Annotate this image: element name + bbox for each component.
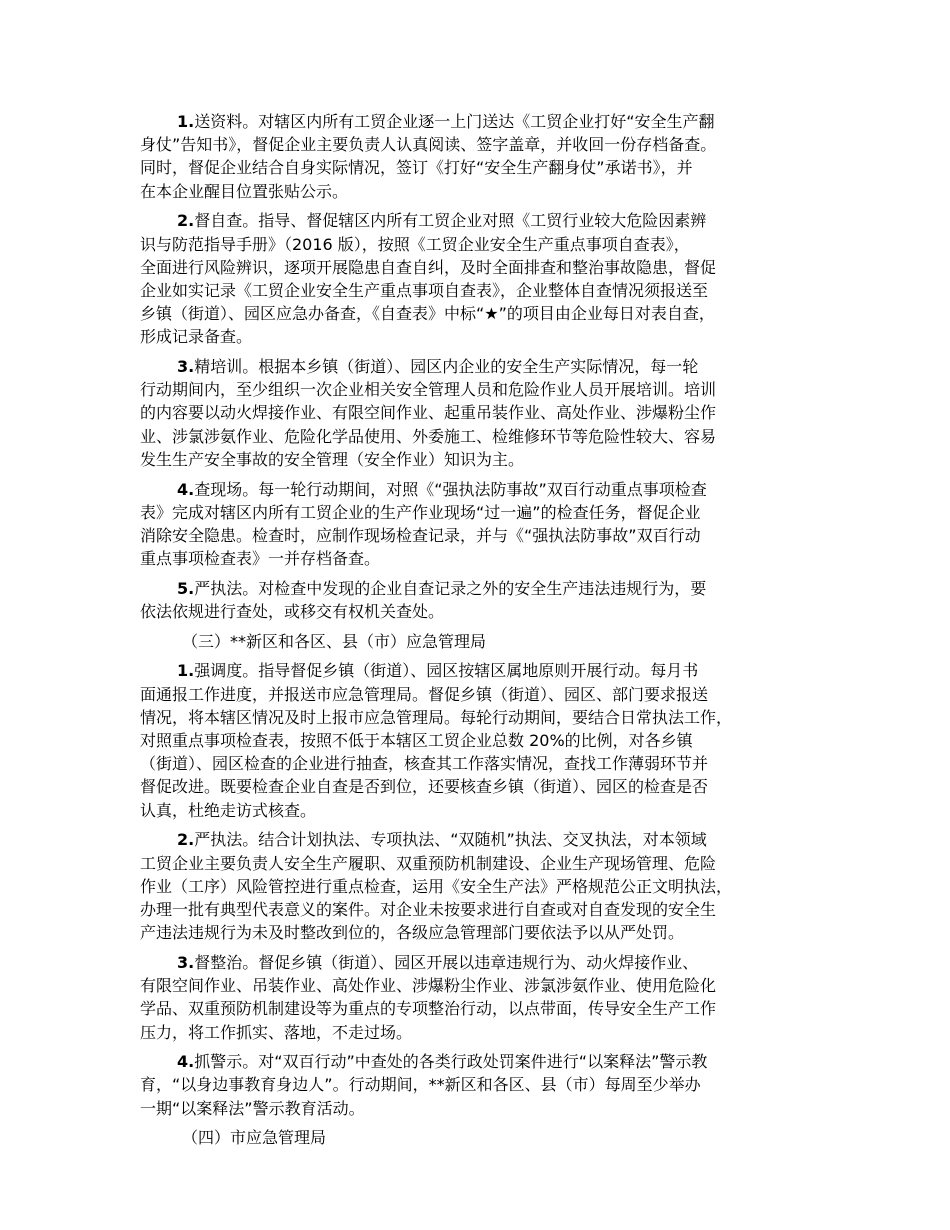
line-text: 育，“以身边事教育身边人”。行动期间，**新区和各区、县（市）每周至少举办 bbox=[140, 1075, 701, 1095]
text-line bbox=[140, 448, 830, 471]
section-heading bbox=[140, 1126, 830, 1149]
line-text: 作业（工序）风险管控进行重点检查，运用《安全生产法》严格规范公正文明执法， bbox=[140, 876, 733, 896]
text-line bbox=[140, 875, 830, 898]
text-line bbox=[140, 279, 830, 302]
line-text: 形成记录备查。 bbox=[140, 327, 253, 347]
text-line bbox=[140, 852, 830, 875]
line-text: 办理一批有典型代表意义的案件。对企业未按要求进行自查或对自查发现的安全生 bbox=[140, 900, 717, 919]
numbered-paragraph bbox=[140, 951, 830, 1044]
text-line bbox=[140, 799, 830, 822]
numbered-paragraph bbox=[140, 659, 830, 821]
text-line bbox=[140, 706, 830, 729]
numbered-paragraph bbox=[140, 577, 830, 623]
text-line bbox=[140, 752, 830, 775]
numbered-paragraph bbox=[140, 209, 830, 348]
line-text: 对照重点事项检查表，按照不低于本辖区工贸企业总数 20%的比例，对各乡镇 bbox=[140, 731, 693, 751]
text-line bbox=[140, 233, 830, 256]
text-line bbox=[140, 180, 830, 203]
text-line bbox=[140, 524, 830, 547]
numbered-paragraph bbox=[140, 1050, 830, 1120]
document-page bbox=[140, 110, 830, 1156]
text-line bbox=[140, 133, 830, 156]
text-line bbox=[140, 1097, 830, 1120]
line-text: 严执法。对检查中发现的企业自查记录之外的安全生产违法违规行为，要 bbox=[194, 578, 707, 598]
item-number: 3. bbox=[177, 357, 195, 377]
text-line bbox=[140, 1126, 830, 1149]
line-text: 有限空间作业、吊装作业、高处作业、涉爆粉尘作业、涉氯涉氨作业、使用危险化 bbox=[140, 976, 717, 996]
line-text: 重点事项检查表》一并存档备查。 bbox=[140, 549, 381, 569]
line-text: 送资料。对辖区内所有工贸企业逐一上门送达《工贸企业打好“安全生产翻 bbox=[194, 112, 715, 131]
text-line bbox=[140, 378, 830, 401]
line-text: （三）**新区和各区、县（市）应急管理局 bbox=[182, 631, 487, 651]
line-text: 业、涉氯涉氨作业、危险化学品使用、外委施工、检维修环节等危险性较大、容易 bbox=[140, 426, 717, 446]
item-number: 5. bbox=[177, 578, 195, 598]
text-line bbox=[140, 302, 830, 325]
line-text: 产违法违规行为未及时整改到位的，各级应急管理部门要依法予以从严处罚。 bbox=[140, 923, 685, 943]
section-heading bbox=[140, 630, 830, 653]
text-line bbox=[140, 1021, 830, 1044]
text-line bbox=[140, 997, 830, 1020]
text-line bbox=[140, 683, 830, 706]
line-text: 识与防范指导手册》（2016 版），按照《工贸企业安全生产重点事项自查表》， bbox=[140, 234, 690, 254]
item-number: 3. bbox=[177, 952, 195, 972]
text-line bbox=[140, 600, 830, 623]
line-text: 身仗”告知书》，督促企业主要负责人认真阅读、签字盖章，并收回一份存档备查。 bbox=[140, 135, 717, 155]
line-text: 消除安全隐患。检查时，应制作现场检查记录，并与《“强执法防事故”双百行动 bbox=[140, 525, 701, 545]
line-text: （四）市应急管理局 bbox=[182, 1128, 327, 1148]
text-line bbox=[140, 547, 830, 570]
line-text: 精培训。根据本乡镇（街道）、园区内企业的安全生产实际情况，每一轮 bbox=[194, 357, 699, 377]
item-number: 4. bbox=[177, 479, 195, 499]
line-text: 乡镇（街道）、园区应急办备查，《自查表》中标“★”的项目由企业每日对表自查， bbox=[140, 304, 715, 324]
text-line bbox=[140, 577, 830, 600]
line-text: 督促改进。既要检查企业自查是否到位，还要核查乡镇（街道）、园区的检查是否 bbox=[140, 777, 709, 797]
line-text: 在本企业醒目位置张贴公示。 bbox=[140, 181, 349, 201]
text-line bbox=[140, 921, 830, 944]
item-number: 2. bbox=[177, 211, 195, 231]
line-text: 表》完成对辖区内所有工贸企业的生产作业现场“过一遍”的检查任务，督促企业 bbox=[140, 502, 701, 522]
text-line bbox=[140, 729, 830, 752]
line-text: 督整治。督促乡镇（街道）、园区开展以违章违规行为、动火焊接作业、 bbox=[194, 952, 699, 972]
text-line bbox=[140, 325, 830, 348]
line-text: 一期“以案释法”警示教育活动。 bbox=[140, 1098, 365, 1118]
line-text: 认真，杜绝走访式核查。 bbox=[140, 800, 317, 820]
text-line bbox=[140, 425, 830, 448]
text-line bbox=[140, 355, 830, 378]
text-line bbox=[140, 898, 830, 921]
line-text: （街道）、园区检查的企业进行抽查，核查其工作落实情况，查找工作薄弱环节并 bbox=[140, 754, 709, 774]
text-line bbox=[140, 501, 830, 524]
text-line bbox=[140, 256, 830, 279]
line-text: 发生生产安全事故的安全管理（安全作业）知识为主。 bbox=[140, 449, 525, 469]
line-text: 督自查。指导、督促辖区内所有工贸企业对照《工贸行业较大危险因素辨 bbox=[194, 211, 707, 231]
line-text: 情况，将本辖区情况及时上报市应急管理局。每轮行动期间，要结合日常执法工作， bbox=[140, 707, 733, 727]
text-line bbox=[140, 1073, 830, 1096]
numbered-paragraph bbox=[140, 110, 830, 203]
item-number: 1. bbox=[177, 661, 195, 681]
text-line bbox=[140, 209, 830, 232]
text-line bbox=[140, 659, 830, 682]
text-line bbox=[140, 630, 830, 653]
text-line bbox=[140, 156, 830, 179]
line-text: 同时，督促企业结合自身实际情况，签订《打好“安全生产翻身仗”承诺书》，并 bbox=[140, 158, 693, 178]
line-text: 行动期间内，至少组织一次企业相关安全管理人员和危险作业人员开展培训。培训 bbox=[140, 380, 717, 400]
line-text: 企业如实记录《工贸企业安全生产重点事项自查表》，企业整体自查情况须报送至 bbox=[140, 280, 709, 300]
line-text: 查现场。每一轮行动期间，对照《“强执法防事故”双百行动重点事项检查 bbox=[194, 479, 707, 499]
numbered-paragraph bbox=[140, 355, 830, 471]
text-line bbox=[140, 775, 830, 798]
line-text: 依法依规进行查处，或移交有权机关查处。 bbox=[140, 602, 445, 622]
text-line bbox=[140, 828, 830, 851]
text-line bbox=[140, 401, 830, 424]
line-text: 全面进行风险辨识，逐项开展隐患自查自纠，及时全面排查和整治事故隐患，督促 bbox=[140, 257, 717, 277]
line-text: 面通报工作进度，并报送市应急管理局。督促乡镇（街道）、园区、部门要求报送 bbox=[140, 684, 709, 704]
numbered-paragraph bbox=[140, 478, 830, 571]
line-text: 工贸企业主要负责人安全生产履职、双重预防机制建设、企业生产现场管理、危险 bbox=[140, 853, 717, 873]
line-text: 学品、双重预防机制建设等为重点的专项整治行动，以点带面，传导安全生产工作 bbox=[140, 999, 717, 1019]
text-line bbox=[140, 974, 830, 997]
line-text: 压力，将工作抓实、落地，不走过场。 bbox=[140, 1022, 413, 1042]
line-text: 的内容要以动火焊接作业、有限空间作业、起重吊装作业、高处作业、涉爆粉尘作 bbox=[140, 403, 717, 423]
line-text: 抓警示。对“双百行动”中查处的各类行政处罚案件进行“以案释法”警示教 bbox=[194, 1052, 708, 1072]
item-number: 4. bbox=[177, 1052, 195, 1072]
item-number: 2. bbox=[177, 830, 195, 850]
text-line bbox=[140, 110, 830, 133]
line-text: 强调度。指导督促乡镇（街道）、园区按辖区属地原则开展行动。每月书 bbox=[194, 661, 699, 681]
text-line bbox=[140, 1050, 830, 1073]
item-number: 1. bbox=[177, 112, 195, 131]
line-text: 严执法。结合计划执法、专项执法、“双随机”执法、交叉执法，对本领域 bbox=[194, 830, 707, 850]
text-line bbox=[140, 478, 830, 501]
numbered-paragraph bbox=[140, 828, 830, 944]
text-line bbox=[140, 951, 830, 974]
